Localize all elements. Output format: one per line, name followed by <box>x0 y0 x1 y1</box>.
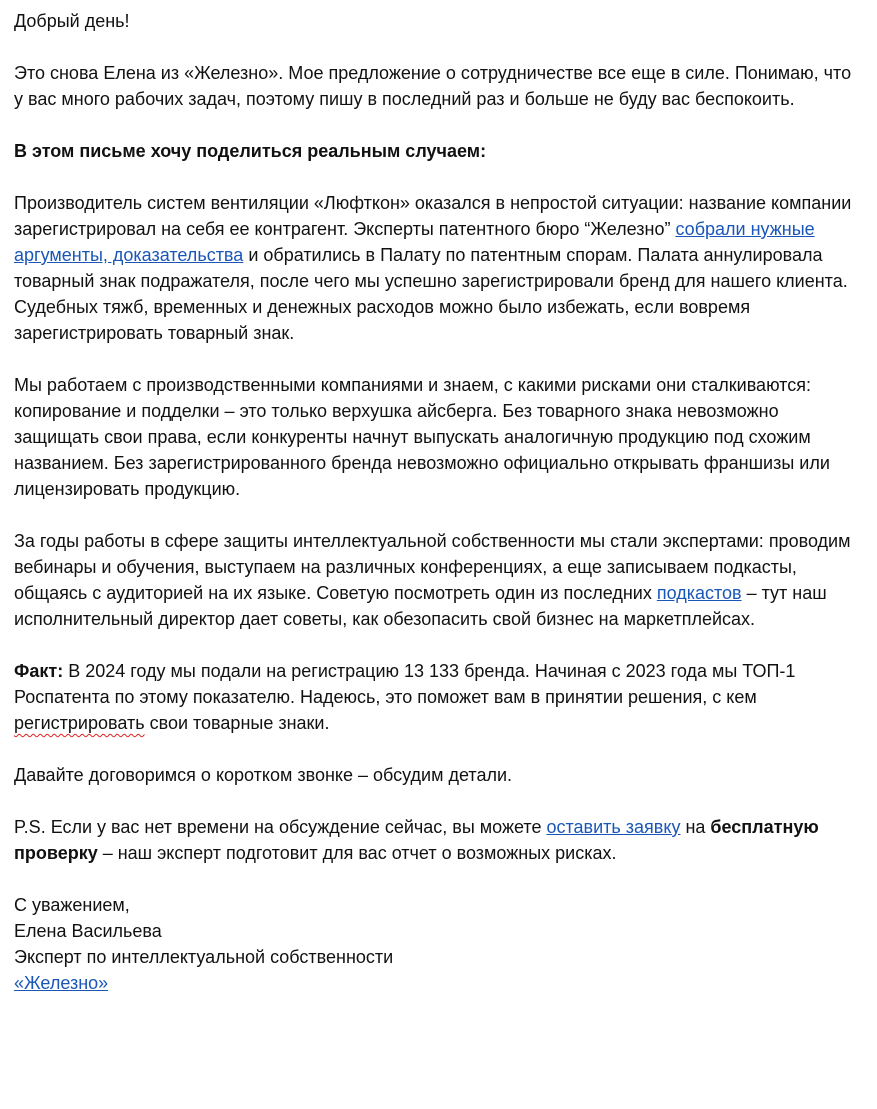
email-body <box>14 8 864 996</box>
call-paragraph: Давайте договоримся о коротком звонке – обсудим детали. <box>14 765 513 785</box>
signature-name: Елена Васильева <box>14 921 162 941</box>
signature-closing: С уважением, <box>14 895 130 915</box>
fact-paragraph <box>14 658 864 736</box>
expertise-text-after: – тут наш исполнительный директор дает советы, как обезопасить свой бизнес на маркетплейсах. <box>14 583 827 629</box>
expertise-paragraph <box>14 528 864 632</box>
ps-text-before: P.S. Если у вас нет времени на обсуждение сейчас, вы можете <box>14 817 547 837</box>
expertise-text-before: За годы работы в сфере защиты интеллектуальной собственности мы стали экспертами: проводим вебинары и обучения, выступаем на различных конференциях, а еще записываем подкасты, общаясь с аудиторией на их языке. Советую посмотреть один из последних <box>14 531 851 603</box>
misspelled-word: регистрировать <box>14 713 145 733</box>
ps-text-after-link: на <box>680 817 711 837</box>
greeting: Добрый день! <box>14 11 130 31</box>
case-text-after: и обратились в Палату по патентным спорам. Палата аннулировала товарный знак подражателя, после чего мы успешно зарегистрировали бренд для нашего клиента. Судебных тяжб, временных и денежных расходов можно было избежать, если вовремя зарегистрировать товарный знак. <box>14 245 848 343</box>
signature-title: Эксперт по интеллектуальной собственности <box>14 947 394 967</box>
free-check-bold: бесплатную проверку <box>14 817 819 863</box>
case-text-before: Производитель систем вентиляции «Люфткон» оказался в непростой ситуации: название компании зарегистрировал на себя ее контрагент. Эксперты патентного бюро “Железно” <box>14 193 852 239</box>
fact-label: Факт: <box>14 661 64 681</box>
case-heading <box>14 138 864 164</box>
risks-paragraph: Мы работаем с производственными компаниями и знаем, с какими рисками они сталкиваются: копирование и подделки – это только верхушка айсберга. Без товарного знака невозможно защищать свои права, если конкуренты начнут выпускать аналогичную продукцию под схожим названием. Без зарегистрированного бренда невозможно официально открывать франшизы или лицензировать продукцию. <box>14 375 830 499</box>
leave-request-link[interactable]: оставить заявку <box>546 817 681 837</box>
company-link[interactable]: «Железно» <box>14 973 109 993</box>
case-heading-text: В этом письме хочу поделиться реальным случаем: <box>14 141 487 161</box>
intro-paragraph: Это снова Елена из «Железно». Мое предложение о сотрудничестве все еще в силе. Понимаю, что у вас много рабочих задач, поэтому пишу в последний раз и больше не буду вас беспокоить. <box>14 63 852 109</box>
ps-tail: – наш эксперт подготовит для вас отчет о возможных рисках. <box>97 843 617 863</box>
signature <box>14 892 864 996</box>
ps-paragraph <box>14 814 864 866</box>
case-paragraph <box>14 190 864 346</box>
fact-text-before: В 2024 году мы подали на регистрацию 13 133 бренда. Начиная с 2023 года мы ТОП-1 Роспатента по этому показателю. Надеюсь, это поможет вам в принятии решения, с кем <box>14 661 796 707</box>
podcasts-link[interactable]: подкастов <box>656 583 742 603</box>
fact-text-after: свои товарные знаки. <box>144 713 330 733</box>
arguments-link[interactable]: собрали нужные аргументы, доказательства <box>14 219 815 265</box>
